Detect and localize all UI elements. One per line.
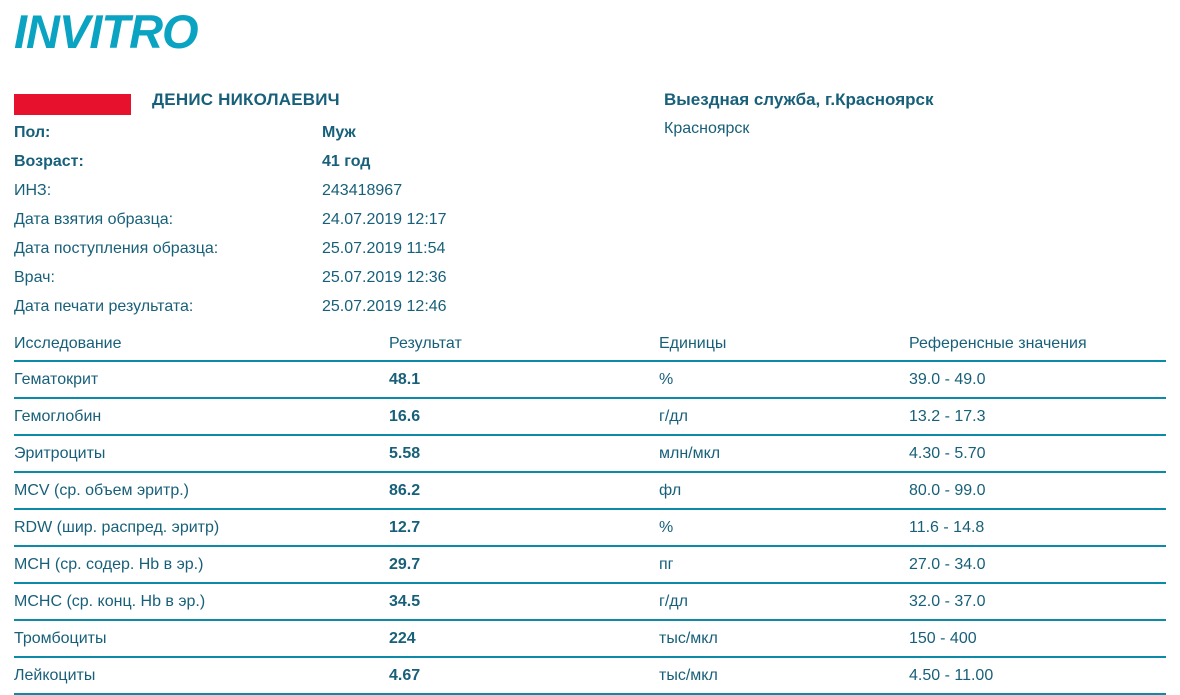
test-result: 29.7 <box>389 556 421 573</box>
column-header-result: Результат <box>389 335 462 352</box>
info-label: Дата поступления образца: <box>14 240 219 257</box>
test-name: Эритроциты <box>14 445 106 462</box>
table-row <box>14 584 1166 621</box>
test-result: 12.7 <box>389 519 421 536</box>
patient-name: ДЕНИС НИКОЛАЕВИЧ <box>152 90 340 109</box>
info-label: Пол: <box>14 124 51 141</box>
invitro-logo: INVITRO <box>14 5 198 58</box>
test-reference: 4.50 - 11.00 <box>909 667 994 684</box>
column-header-reference: Референсные значения <box>909 335 1087 352</box>
test-name: Гемоглобин <box>14 408 102 425</box>
info-label: ИНЗ: <box>14 182 52 199</box>
test-units: млн/мкл <box>659 445 721 462</box>
info-row-inz <box>14 176 654 205</box>
info-value: 243418967 <box>322 182 403 199</box>
test-result: 34.5 <box>389 593 421 610</box>
info-label: Дата печати результата: <box>14 298 194 315</box>
table-header-row <box>14 332 1166 362</box>
test-result: 224 <box>389 630 416 647</box>
branch-title: Выездная служба, г.Красноярск <box>664 90 934 109</box>
test-reference: 32.0 - 37.0 <box>909 593 986 610</box>
info-row-age <box>14 147 654 176</box>
table-row <box>14 362 1166 399</box>
table-row <box>14 399 1166 436</box>
test-units: тыс/мкл <box>659 667 718 684</box>
test-result: 86.2 <box>389 482 421 499</box>
test-result: 5.58 <box>389 445 421 462</box>
info-label: Возраст: <box>14 153 84 170</box>
table-row <box>14 621 1166 658</box>
test-name: Гематокрит <box>14 371 99 388</box>
test-units: пг <box>659 556 674 573</box>
info-label: Врач: <box>14 269 55 286</box>
test-reference: 39.0 - 49.0 <box>909 371 986 388</box>
test-reference: 80.0 - 99.0 <box>909 482 986 499</box>
table-row <box>14 510 1166 547</box>
test-units: тыс/мкл <box>659 630 718 647</box>
test-reference: 11.6 - 14.8 <box>909 519 985 536</box>
info-value: Муж <box>322 124 356 141</box>
table-row <box>14 547 1166 584</box>
info-value: 25.07.2019 11:54 <box>322 240 446 257</box>
test-units: % <box>659 371 674 388</box>
test-reference: 150 - 400 <box>909 630 977 647</box>
column-header-units: Единицы <box>659 335 727 352</box>
table-row <box>14 658 1166 695</box>
info-row-print-date <box>14 292 654 321</box>
test-result: 16.6 <box>389 408 421 425</box>
column-header-name: Исследование <box>14 335 122 352</box>
info-value: 25.07.2019 12:36 <box>322 269 447 286</box>
test-reference: 13.2 - 17.3 <box>909 408 986 425</box>
table-row <box>14 473 1166 510</box>
results-table <box>14 332 1166 695</box>
test-name: Лейкоциты <box>14 667 96 684</box>
test-name: MCHC (ср. конц. Hb в эр.) <box>14 593 206 610</box>
redacted-name-bar <box>14 94 131 115</box>
test-result: 4.67 <box>389 667 421 684</box>
test-result: 48.1 <box>389 371 421 388</box>
patient-info-list <box>14 118 654 321</box>
branch-city: Красноярск <box>664 120 750 137</box>
info-row-sample-received <box>14 234 654 263</box>
test-name: MCH (ср. содер. Hb в эр.) <box>14 556 204 573</box>
test-reference: 4.30 - 5.70 <box>909 445 986 462</box>
test-name: RDW (шир. распред. эритр) <box>14 519 220 536</box>
test-name: MCV (ср. объем эритр.) <box>14 482 189 499</box>
info-row-doctor <box>14 263 654 292</box>
test-units: г/дл <box>659 593 688 610</box>
test-name: Тромбоциты <box>14 630 107 647</box>
test-reference: 27.0 - 34.0 <box>909 556 986 573</box>
test-units: фл <box>659 482 682 499</box>
info-row-sample-taken <box>14 205 654 234</box>
info-row-sex <box>14 118 654 147</box>
test-units: % <box>659 519 674 536</box>
report-header <box>14 90 1166 315</box>
info-label: Дата взятия образца: <box>14 211 174 228</box>
info-value: 41 год <box>322 153 371 170</box>
info-value: 25.07.2019 12:46 <box>322 298 447 315</box>
table-row <box>14 436 1166 473</box>
info-value: 24.07.2019 12:17 <box>322 211 447 228</box>
test-units: г/дл <box>659 408 688 425</box>
